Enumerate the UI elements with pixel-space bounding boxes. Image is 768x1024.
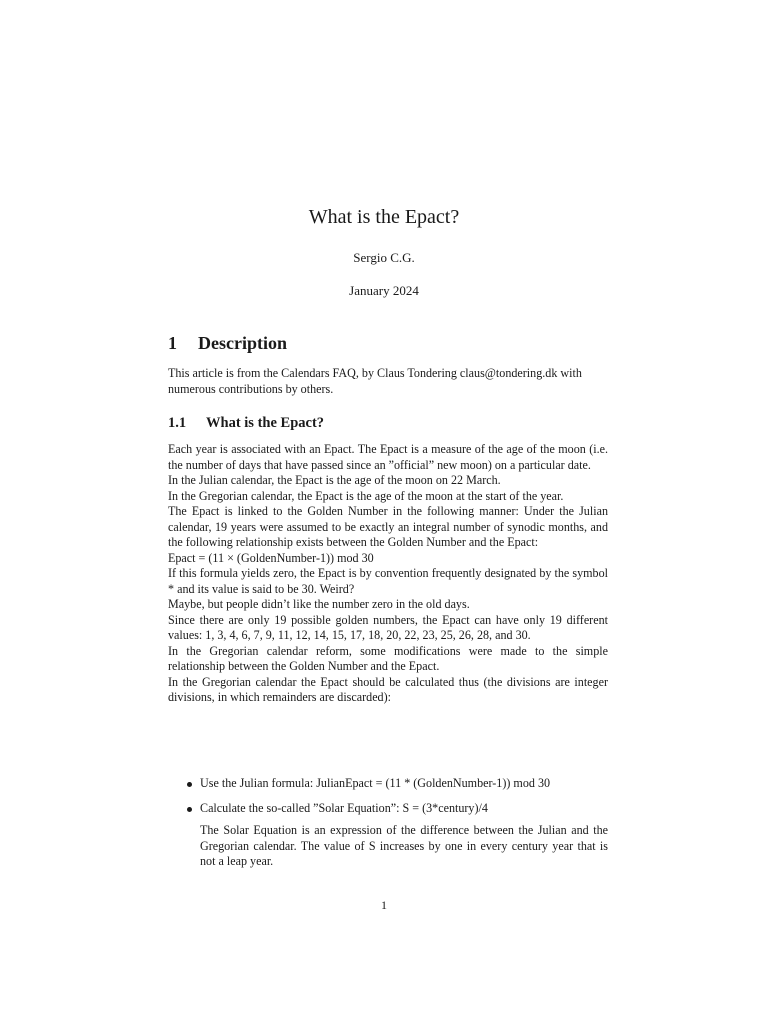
subsection-heading [168, 415, 324, 432]
paragraph: Maybe, but people didn’t like the number zero in the old days. [168, 597, 470, 611]
list-item-text: Use the Julian formula: JulianEpact = (11 * (GoldenNumber-1)) mod 30 [200, 776, 551, 790]
paragraph: Each year is associated with an Epact. The Epact is a measure of the age of the moon (i.e. the number of days that have passed since an ”official” new moon) on a particular date. [168, 442, 608, 472]
formula-line: Epact = (11 × (GoldenNumber-1)) mod 30 [168, 550, 374, 565]
list-item-text: Calculate the so-called ”Solar Equation”: S = (3*century)/4 [200, 800, 488, 815]
subsection-body [168, 442, 608, 706]
page-number: 1 [381, 898, 387, 912]
list-item-subtext: The Solar Equation is an expression of the difference between the Julian and the Gregorian calendar. The value of S increases by one in every century year that is not a leap year. [200, 823, 608, 868]
paragraph: Since there are only 19 possible golden numbers, the Epact can have only 19 different values: 1, 3, 4, 6, 7, 9, 11, 12, 14, 15, 17, 18, 20, 22, 23, 25, 26, 28, and 30. [168, 612, 608, 642]
document-date: January 2024 [349, 283, 419, 298]
list-item [168, 776, 608, 792]
paragraph: In the Gregorian calendar reform, some modifications were made to the simple relationship between the Golden Number and the Epact. [168, 643, 608, 673]
subsection-number: 1.1 [168, 415, 187, 431]
bullet-icon [187, 782, 192, 787]
paragraph: In the Gregorian calendar, the Epact is the age of the moon at the start of the year. [168, 488, 564, 503]
paragraph: The Epact is linked to the Golden Number in the following manner: Under the Julian calendar, 19 years were assumed to be exactly an integral number of synodic months, and the following relationship exists between the Golden Number and the Epact: [168, 504, 608, 549]
subsection-title: What is the Epact? [206, 415, 325, 431]
list-item [168, 801, 608, 870]
paragraph: In the Gregorian calendar the Epact should be calculated thus (the divisions are integer divisions, in which remainders are discarded): [168, 674, 608, 704]
section-heading [168, 333, 287, 354]
section-intro: This article is from the Calendars FAQ, by Claus Tondering claus@tondering.dk with numerous contributions by others. [168, 366, 582, 396]
document-author: Sergio C.G. [353, 250, 415, 265]
section-number: 1 [168, 333, 177, 353]
paragraph: If this formula yields zero, the Epact is by convention frequently designated by the symbol * and its value is said to be 30. Weird? [168, 566, 608, 596]
section-title: Description [198, 333, 287, 353]
paragraph: In the Julian calendar, the Epact is the age of the moon on 22 March. [168, 473, 501, 487]
bullet-icon [187, 807, 192, 812]
document-title: What is the Epact? [308, 206, 460, 228]
bullet-list [168, 776, 608, 879]
